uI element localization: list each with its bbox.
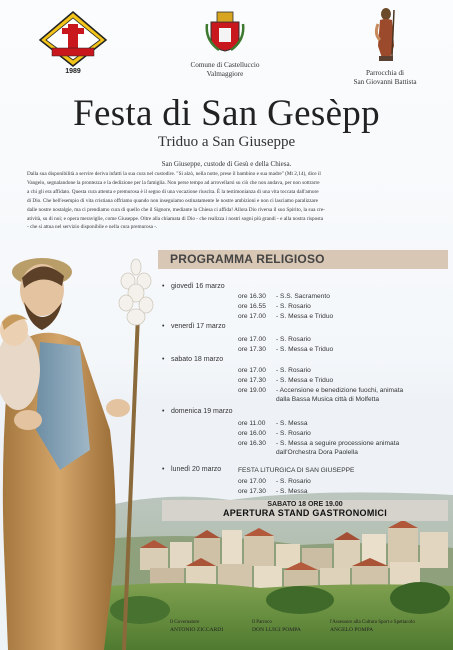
event-time: ore 16.55 bbox=[238, 303, 266, 310]
day-date: sabato 18 marzo bbox=[171, 356, 224, 363]
event-continuation: dalla Bassa Musica città di Molfetta bbox=[276, 396, 379, 403]
event-desc: - S. Messa a seguire processione animata bbox=[276, 440, 400, 447]
signature-name: DON LUIGI POMPA bbox=[252, 626, 301, 633]
event-time: ore 16.30 bbox=[238, 440, 266, 447]
comune-name bbox=[175, 61, 275, 79]
parrocchia-name bbox=[335, 69, 435, 87]
event-time: ore 16.30 bbox=[238, 293, 266, 300]
event-row bbox=[238, 366, 311, 375]
bullet: • bbox=[162, 466, 165, 473]
event-row bbox=[238, 345, 333, 354]
event-row bbox=[238, 376, 333, 385]
event-row bbox=[238, 292, 330, 301]
event-row bbox=[238, 419, 308, 428]
bullet: • bbox=[162, 356, 165, 363]
event-desc: - S. Messa e Triduo bbox=[276, 377, 334, 384]
event-desc: - S. Messa bbox=[276, 420, 308, 427]
event-continuation: dall'Orchestra Dora Paolella bbox=[276, 449, 358, 456]
intro-line: a chi gli era affidato. Questa cura attenta e premurosa è il segno di una vocazione riuscita. È la testimonianza di una vita toccata dall'amore bbox=[27, 188, 319, 195]
misericordie-logo bbox=[38, 10, 108, 76]
event-headline: FESTA LITURGICA DI SAN GIUSEPPE bbox=[238, 467, 355, 474]
signature-role: Il Governatore bbox=[170, 620, 200, 625]
day-label bbox=[162, 283, 225, 290]
day-date: lunedì 20 marzo bbox=[171, 466, 222, 473]
event-desc: - S. Rosario bbox=[276, 367, 311, 374]
intro-body bbox=[27, 170, 432, 232]
day-label bbox=[162, 466, 221, 473]
event-time: ore 17.00 bbox=[238, 336, 266, 343]
signature-role: Il Parroco bbox=[252, 620, 272, 625]
misericordie-emblem-icon bbox=[38, 10, 108, 68]
programma-title: PROGRAMMA RELIGIOSO bbox=[170, 252, 325, 266]
event-row bbox=[238, 386, 403, 395]
comune-block bbox=[175, 8, 275, 79]
event-desc: - Accensione e benedizione fuochi, animata bbox=[276, 387, 404, 394]
event-row bbox=[238, 335, 311, 344]
intro-line: di Dio. Che bell'esempio di vita cristiana offriamo quando non inseguiamo ostinatamente le nostre ambizioni e non ci lasciamo paralizzare bbox=[27, 197, 318, 204]
banner-text: APERTURA STAND GASTRONOMICI bbox=[222, 508, 388, 518]
bullet: • bbox=[162, 408, 165, 415]
event-row bbox=[238, 312, 333, 321]
event-desc: - S. Messa bbox=[276, 488, 308, 495]
event-time: ore 17.30 bbox=[238, 377, 266, 384]
parrocchia-block bbox=[335, 6, 435, 87]
intro-line: Vangelo, segnalandone la prontezza e la dedizione per la famiglia. Non perse tempo ad arrovellarsi su ciò che non andava, per non sottrarre bbox=[27, 179, 320, 186]
intro-heading: San Giuseppe, custode di Gesù e della Chiesa. bbox=[161, 160, 292, 168]
coat-of-arms-icon bbox=[205, 8, 245, 52]
event-row bbox=[238, 302, 311, 311]
event-row bbox=[238, 429, 311, 438]
event-time: ore 16.00 bbox=[238, 430, 266, 437]
intro-line: Dalla sua disponibilità a servire deriva infatti la sua cura nel custodire. "Si alzò, nella notte, prese il bambino e sua madre" (Mt 2,14), dice il bbox=[27, 171, 321, 177]
event-time: ore 11.00 bbox=[238, 420, 266, 427]
event-time: ore 17.30 bbox=[238, 346, 266, 353]
intro-line: - che si attua nel servizio disponibile e nella cura premurosa -. bbox=[27, 224, 158, 231]
bullet: • bbox=[162, 323, 165, 330]
comune-line2: Valmaggiore bbox=[206, 70, 244, 78]
stand-banner bbox=[162, 500, 448, 521]
comune-line1: Comune di Castelluccio bbox=[190, 61, 260, 69]
day-date: giovedì 16 marzo bbox=[171, 283, 225, 290]
day-label bbox=[162, 356, 223, 363]
page-subtitle: Triduo a San Giuseppe bbox=[157, 134, 296, 150]
event-time: ore 19.00 bbox=[238, 387, 266, 394]
day-date: venerdì 17 marzo bbox=[171, 323, 226, 330]
signature-parroco bbox=[252, 620, 301, 633]
programma-header bbox=[158, 250, 448, 269]
day-label bbox=[162, 408, 232, 415]
page-title: Festa di San Gesèpp bbox=[73, 93, 380, 134]
event-time: ore 17.00 bbox=[238, 367, 266, 374]
event-desc: - S.S. Sacramento bbox=[276, 293, 330, 300]
bullet: • bbox=[162, 283, 165, 290]
event-desc: - S. Messa e Triduo bbox=[276, 346, 334, 353]
signature-name: ANTONIO ZICCARDI bbox=[170, 626, 224, 633]
event-desc: - S. Rosario bbox=[276, 336, 311, 343]
event-time: ore 17.00 bbox=[238, 313, 266, 320]
event-desc: - S. Rosario bbox=[276, 430, 311, 437]
event-time: ore 17.30 bbox=[238, 488, 266, 495]
signature-assessore bbox=[330, 620, 415, 633]
event-desc: - S. Rosario bbox=[276, 303, 311, 310]
intro-line: dalle nostre nostalgie, ma ci prendiamo cura di quello che il Signore, mediante la Chiesa ci affida! Allora Dio riversa il suo Spirito, la sua cre- bbox=[27, 206, 325, 213]
misericordie-year: 1989 bbox=[65, 68, 81, 75]
banner-date: SABATO 18 ORE 19.00 bbox=[267, 501, 343, 508]
event-desc: - S. Messa e Triduo bbox=[276, 313, 334, 320]
intro-line: atività, su di noi; e opera meraviglie, come Giuseppe. Oltre alla chiamata di Dio - che realizza i nostri sogni più grandi - e alla nostra risposta bbox=[27, 215, 324, 222]
event-row bbox=[238, 439, 399, 448]
parrocchia-line2: San Giovanni Battista bbox=[353, 78, 417, 86]
day-date: domenica 19 marzo bbox=[171, 408, 233, 415]
day-label bbox=[162, 323, 225, 330]
lily-staff-image bbox=[100, 255, 170, 650]
event-time: ore 17.00 bbox=[238, 478, 266, 485]
signature-role: l'Assessore alla Cultura Sport e Spettacolo bbox=[330, 620, 415, 625]
footer-signatures bbox=[160, 618, 452, 648]
saint-john-statue-icon bbox=[370, 6, 400, 62]
event-row bbox=[238, 487, 308, 496]
signature-governatore bbox=[170, 620, 223, 633]
parrocchia-line1: Parrocchia di bbox=[365, 69, 405, 77]
event-row bbox=[238, 477, 311, 486]
event-desc: - S. Rosario bbox=[276, 478, 311, 485]
signature-name: ANGELO POMPA bbox=[330, 626, 374, 633]
